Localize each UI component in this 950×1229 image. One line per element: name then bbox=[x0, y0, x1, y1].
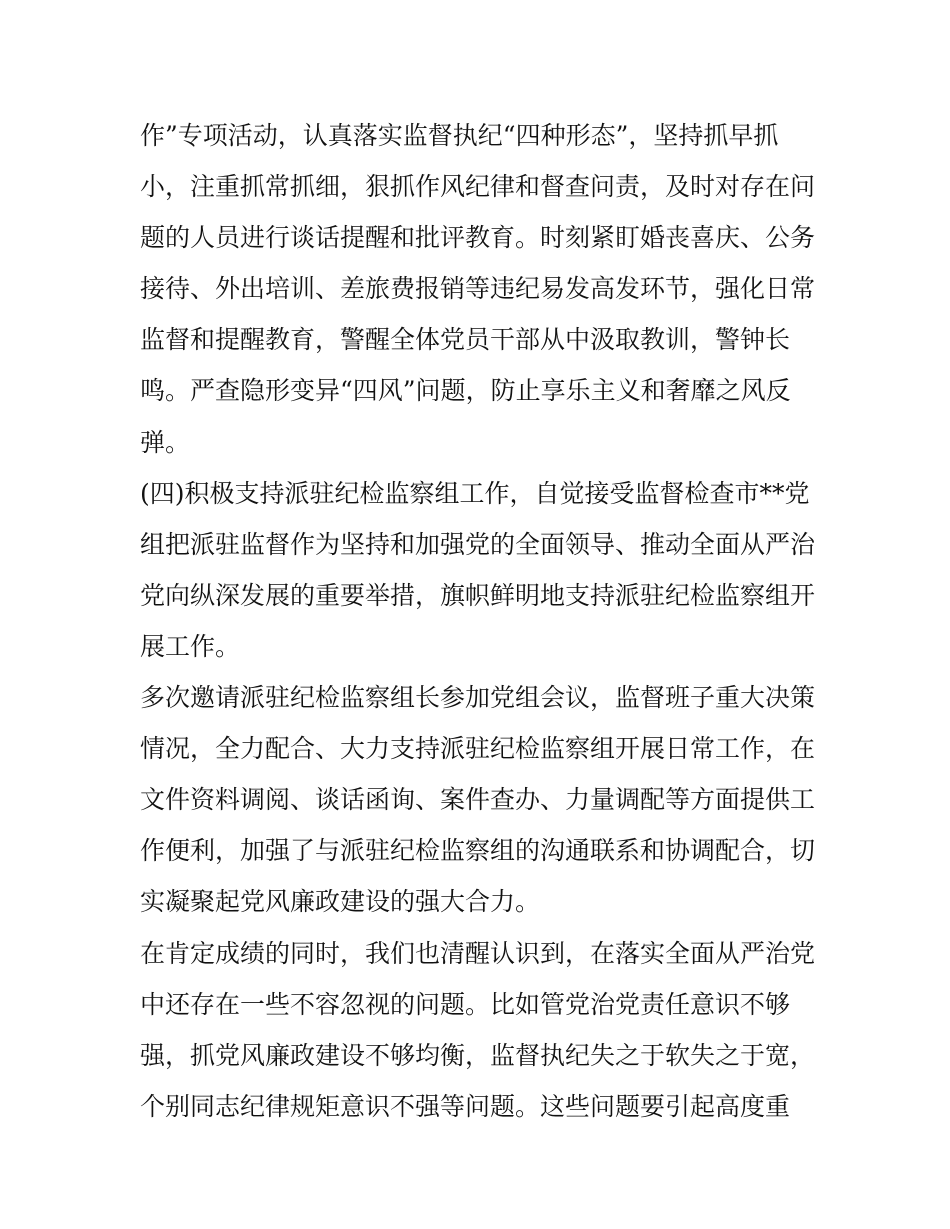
section-heading-line: (四)积极支持派驻纪检监察组工作，自觉接受监督检查市**党 bbox=[140, 478, 810, 508]
text-line: 中还存在一些不容忽视的问题。比如管党治党责任意识不够 bbox=[140, 989, 791, 1019]
text-line: 文件资料调阅、谈话函询、案件查办、力量调配等方面提供工 bbox=[140, 785, 816, 815]
text-line: 鸣。严查隐形变异“四风”问题，防止享乐主义和奢靡之风反 bbox=[140, 376, 791, 406]
text-line: 作便利，加强了与派驻纪检监察组的沟通联系和协调配合，切 bbox=[140, 836, 816, 866]
body-text bbox=[140, 110, 830, 1132]
text-line: 个别同志纪律规矩意识不强等问题。这些问题要引起高度重 bbox=[140, 1091, 791, 1121]
text-line: 题的人员进行谈话提醒和批评教育。时刻紧盯婚丧喜庆、公务 bbox=[140, 223, 816, 253]
text-line: 在肯定成绩的同时，我们也清醒认识到，在落实全面从严治党 bbox=[140, 938, 816, 968]
text-line: 小，注重抓常抓细，狠抓作风纪律和督查问责，及时对存在问 bbox=[140, 172, 816, 202]
text-line: 弹。 bbox=[140, 427, 191, 457]
text-line: 组把派驻监督作为坚持和加强党的全面领导、推动全面从严治 bbox=[140, 529, 816, 559]
text-line: 多次邀请派驻纪检监察组长参加党组会议，监督班子重大决策 bbox=[140, 683, 816, 713]
text-line: 党向纵深发展的重要举措，旗帜鲜明地支持派驻纪检监察组开 bbox=[140, 580, 816, 610]
text-line: 接待、外出培训、差旅费报销等违纪易发高发环节，强化日常 bbox=[140, 274, 816, 304]
text-line: 情况，全力配合、大力支持派驻纪检监察组开展日常工作，在 bbox=[140, 734, 816, 764]
text-line: 作”专项活动，认真落实监督执纪“四种形态”，坚持抓早抓 bbox=[140, 121, 779, 150]
text-line: 实凝聚起党风廉政建设的强大合力。 bbox=[140, 887, 541, 917]
text-line: 监督和提醒教育，警醒全体党员干部从中汲取教训，警钟长 bbox=[140, 325, 791, 355]
text-line: 展工作。 bbox=[140, 631, 241, 661]
text-line: 强，抓党风廉政建设不够均衡，监督执纪失之于软失之于宽， bbox=[140, 1040, 816, 1070]
